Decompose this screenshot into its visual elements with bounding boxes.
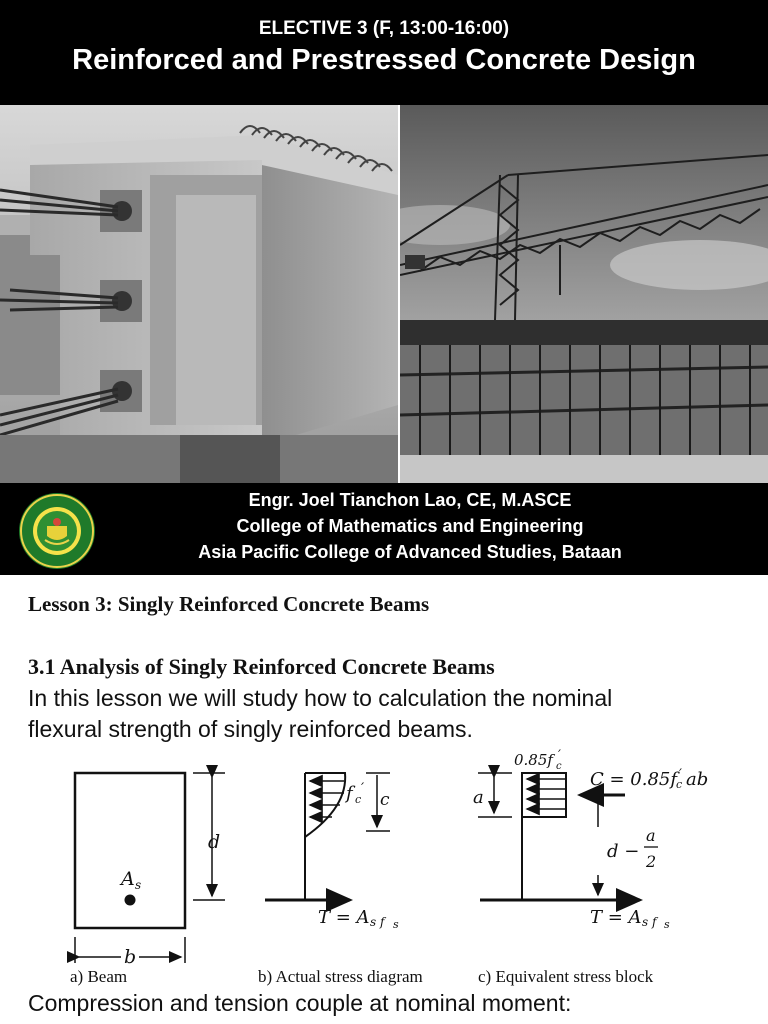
t-left-tail: s f (370, 915, 385, 929)
crane-construction-photo (400, 105, 768, 483)
lever-arm-denominator: 2 (646, 852, 657, 871)
couple-statement: Compression and tension couple at nominal moment: (28, 990, 572, 1016)
caption-equivalent-block: c) Equivalent stress block (478, 967, 654, 986)
c-force-label: C = 0.85f (590, 769, 678, 790)
school-name: Asia Pacific College of Advanced Studies, Bataan (198, 542, 622, 562)
lever-arm-numerator: a (646, 826, 656, 845)
author-name: Engr. Joel Tianchon Lao, CE, M.ASCE (248, 490, 572, 510)
intro-paragraph (28, 683, 748, 745)
fc-top-prime: ′ (558, 748, 561, 763)
c-force-prime: ′ (679, 767, 682, 782)
course-label: ELECTIVE 3 (F, 13:00-16:00) (258, 18, 510, 39)
c-force-end: ab (686, 769, 709, 790)
precast-beam-photo (0, 105, 398, 483)
lesson-title: Lesson 3: Singly Reinforced Concrete Beams (28, 592, 430, 616)
lever-arm-label: d − (607, 841, 640, 862)
as-label: A (121, 868, 135, 890)
college-seal-logo (18, 492, 96, 575)
t-left-label: T = A (318, 907, 370, 928)
page-title: Reinforced and Prestressed Concrete Design (72, 44, 696, 76)
b-label: b (124, 946, 137, 968)
caption-actual-stress: b) Actual stress diagram (258, 967, 423, 986)
equivalent-stress-block (478, 773, 658, 900)
t-left-sub: s (393, 918, 399, 931)
fc-actual-sub: c (355, 793, 362, 806)
actual-stress-diagram (265, 773, 390, 900)
t-right-tail: s f (642, 915, 657, 929)
c-force-sub: c (676, 778, 683, 791)
fc-top-sub: c (556, 761, 562, 772)
author-banner (0, 483, 768, 575)
t-right-label: T = A (590, 907, 642, 928)
stress-diagram-figure (0, 745, 768, 995)
fc-top-label: 0.85f (514, 751, 553, 769)
fc-actual-prime: ′ (361, 781, 365, 797)
intro-line-2: flexural strength of singly reinforced beams. (28, 716, 473, 742)
college-name: College of Mathematics and Engineering (236, 516, 584, 536)
c-label: c (380, 790, 390, 810)
title-banner (0, 0, 768, 105)
d-label: d (208, 831, 221, 853)
a-label: a (473, 787, 484, 808)
t-right-sub: s (664, 918, 670, 931)
fc-actual-label: f (346, 783, 353, 804)
caption-beam: a) Beam (70, 967, 128, 986)
intro-line-1: In this lesson we will study how to calculation the nominal (28, 685, 613, 711)
beam-section (75, 773, 225, 963)
section-title: 3.1 Analysis of Singly Reinforced Concrete Beams (28, 654, 495, 679)
as-sub-label: s (135, 878, 142, 892)
